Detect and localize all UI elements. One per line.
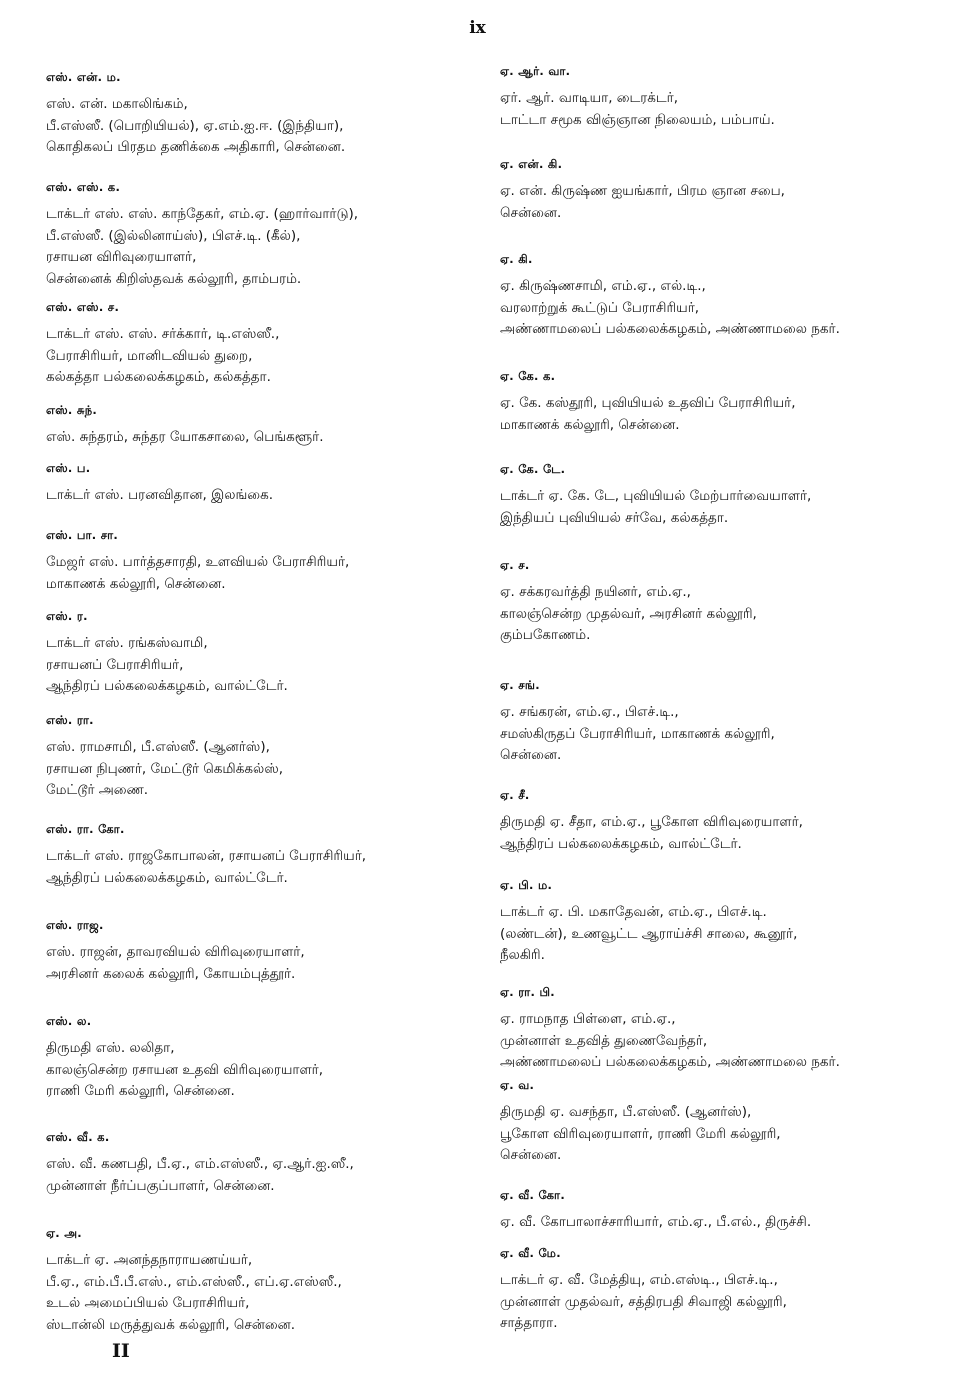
contributor-entry: [500, 788, 940, 855]
contributor-abbreviation: எஸ். ரா. கோ.: [46, 822, 125, 836]
contributor-line: ஏ. சங்கரன், எம்.ஏ., பிஎச்.டி.,: [500, 704, 679, 720]
contributor-entry: [46, 528, 478, 595]
contributor-line: டாக்டர் எஸ். ரங்கஸ்வாமி,: [46, 635, 208, 651]
contributor-entry: [46, 461, 478, 507]
contributor-line: அரசினர் கலைக் கல்லூரி, கோயம்புத்தூர்.: [46, 965, 296, 982]
contributor-line: டாக்டர் எஸ். எஸ். காந்தேகர், எம்.ஏ. (ஹார்வார்டு),: [46, 206, 359, 222]
contributor-entry: [46, 1130, 478, 1197]
contributor-line: காலஞ்சென்ற ரசாயன உதவி விரிவுரையாளர்,: [46, 1061, 324, 1078]
contributor-abbreviation: எஸ். வீ. க.: [46, 1130, 110, 1144]
contributor-abbreviation: எஸ். ரா.: [46, 713, 94, 727]
contributor-line: சமஸ்கிருதப் பேராசிரியர், மாகாணக் கல்லூரி,: [500, 725, 775, 742]
contributor-line: ஆந்திரப் பல்கலைக்கழகம், வால்ட்டேர்.: [500, 835, 742, 852]
contributor-abbreviation: எஸ். எஸ். ச.: [46, 300, 120, 314]
contributor-abbreviation: எஸ். ர.: [46, 609, 88, 623]
contributor-line: டாக்டர் ஏ. வீ. மேத்தியு, எம்.எஸ்டி., பிஎச்.டி.,: [500, 1272, 778, 1288]
contributor-line: கும்பகோணம்.: [500, 627, 591, 643]
contributor-abbreviation: ஏ. கே. க.: [500, 369, 556, 383]
contributor-entry: [500, 678, 940, 767]
contributor-line: இந்தியப் புவியியல் சர்வே, கல்கத்தா.: [500, 509, 729, 526]
contributor-line: காலஞ்சென்ற முதல்வர், அரசினர் கல்லூரி,: [500, 605, 757, 622]
contributor-abbreviation: ஏ. சீ.: [500, 788, 530, 802]
contributor-entry: [500, 1246, 940, 1335]
contributor-line: ஏ. வீ. கோபாலாச்சாரியார், எம்.ஏ., பீ.எல்., திருச்சி.: [500, 1214, 812, 1230]
contributor-line: ரசாயன விரிவுரையாளர்,: [46, 249, 197, 265]
contributor-abbreviation: எஸ். ல.: [46, 1014, 92, 1028]
contributor-line: மாகாணக் கல்லூரி, சென்னை.: [46, 575, 226, 592]
contributor-line: டாக்டர் எஸ். பரனவிதான, இலங்கை.: [46, 487, 273, 503]
page-number: ix: [469, 18, 486, 38]
contributor-line: உடல் அமைப்பியல் பேராசிரியர்,: [46, 1295, 250, 1311]
contributor-entry: [46, 403, 478, 449]
contributor-line: எஸ். வீ. கணபதி, பீ.ஏ., எம்.எஸ்ஸீ., ஏ.ஆர்.ஐ.ஸீ.,: [46, 1156, 354, 1172]
contributor-line: திருமதி எஸ். லலிதா,: [46, 1040, 175, 1056]
contributor-line: ஸ்டான்லி மருத்துவக் கல்லூரி, சென்னை.: [46, 1316, 296, 1333]
contributor-abbreviation: ஏ. வீ. கோ.: [500, 1188, 565, 1202]
contributor-abbreviation: எஸ். என். ம.: [46, 70, 121, 84]
contributor-line: எஸ். என். மகாலிங்கம்,: [46, 96, 188, 112]
contributor-abbreviation: ஏ. கி.: [500, 252, 533, 266]
contributor-abbreviation: எஸ். பா. சா.: [46, 528, 119, 542]
contributor-entry: [500, 252, 940, 341]
contributor-entry: [46, 300, 478, 389]
contributor-entry: [46, 713, 478, 802]
contributor-line: முன்னாள் உதவித் துணைவேந்தர்,: [500, 1032, 708, 1049]
contributor-line: ஏ. சக்கரவர்த்தி நயினர், எம்.ஏ.,: [500, 584, 691, 600]
contributor-abbreviation: ஏ. சங்.: [500, 678, 540, 692]
contributor-line: அண்ணாமலைப் பல்கலைக்கழகம், அண்ணாமலை நகர்.: [500, 321, 840, 337]
contributor-entry: [46, 1014, 478, 1103]
contributor-line: கல்கத்தா பல்கலைக்கழகம், கல்கத்தா.: [46, 369, 271, 385]
contributor-line: ஆந்திரப் பல்கலைக்கழகம், வால்ட்டேர்.: [46, 869, 288, 886]
contributor-entry: [500, 157, 940, 224]
contributor-line: சாத்தாரா.: [500, 1315, 558, 1331]
contributor-line: பீ.ஏ., எம்.பீ.பீ.எஸ்., எம்.எஸ்ஸீ., எப்.ஏ.எஸ்ஸீ.,: [46, 1273, 342, 1290]
contributor-entry: [46, 822, 478, 889]
contributor-line: ஏ. என். கிருஷ்ண ஐயங்கார், பிரம ஞான சபை,: [500, 183, 785, 199]
contributor-entry: [46, 609, 478, 698]
contributor-entry: [500, 1078, 940, 1167]
contributor-abbreviation: எஸ். எஸ். க.: [46, 180, 121, 194]
contributor-line: ஆந்திரப் பல்கலைக்கழகம், வால்ட்டேர்.: [46, 678, 288, 694]
contributor-line: பீ.எஸ்ஸீ. (இல்லினாய்ஸ்), பிஎச்.டி. (கீல்),: [46, 227, 301, 244]
contributor-abbreviation: ஏ. ச.: [500, 558, 530, 572]
contributor-line: எஸ். ராமசாமி, பீ.எஸ்ஸீ. (ஆனர்ஸ்),: [46, 739, 270, 755]
contributor-line: சென்னை.: [500, 204, 562, 221]
contributor-line: டாக்டர் எஸ். எஸ். சர்க்கார், டி.எஸ்ஸீ.,: [46, 326, 280, 342]
contributor-line: வரலாற்றுக் கூட்டுப் பேராசிரியர்,: [500, 299, 700, 316]
contributor-entry: [46, 918, 478, 985]
contributor-abbreviation: எஸ். ப.: [46, 461, 91, 475]
contributor-abbreviation: ஏ. என். கி.: [500, 157, 563, 171]
contributor-line: எஸ். ராஜன், தாவரவியல் விரிவுரையாளர்,: [46, 944, 305, 960]
contributor-line: சென்னை.: [500, 747, 562, 763]
contributor-line: (லண்டன்), உணவூட்ட ஆராய்ச்சி சாலை, கூனூர்,: [500, 925, 798, 942]
contributor-abbreviation: எஸ். ராஜ.: [46, 918, 104, 932]
contributor-line: மேஜர் எஸ். பார்த்தசாரதி, உளவியல் பேராசிரியர்,: [46, 554, 350, 570]
contributor-abbreviation: ஏ. கே. டே.: [500, 462, 566, 476]
contributor-line: பூகோள விரிவுரையாளர், ராணி மேரி கல்லூரி,: [500, 1125, 781, 1142]
contributor-line: திருமதி ஏ. சீதா, எம்.ஏ., பூகோள விரிவுரையாளர்,: [500, 814, 803, 830]
contributor-line: டாக்டர் எஸ். ராஜகோபாலன், ரசாயனப் பேராசிரியர்,: [46, 848, 367, 864]
contributor-abbreviation: ஏ. வ.: [500, 1078, 535, 1092]
contributor-abbreviation: ஏ. வீ. மே.: [500, 1246, 561, 1260]
contributor-line: முன்னாள் முதல்வர், சத்திரபதி சிவாஜி கல்லூரி,: [500, 1293, 787, 1310]
contributor-line: திருமதி ஏ. வசந்தா, பீ.எஸ்ஸீ. (ஆனர்ஸ்),: [500, 1104, 752, 1120]
contributor-entry: [500, 878, 940, 967]
contributor-line: பீ.எஸ்ஸீ. (பொறியியல்), ஏ.எம்.ஐ.ஈ. (இந்தியா),: [46, 117, 344, 134]
contributor-line: டாக்டர் ஏ. கே. டே, புவியியல் மேற்பார்வையாளர்,: [500, 488, 812, 504]
contributor-line: கொதிகலப் பிரதம தணிக்கை அதிகாரி, சென்னை.: [46, 139, 346, 155]
contributor-abbreviation: எஸ். சுந்.: [46, 403, 98, 417]
contributor-line: பேராசிரியர், மானிடவியல் துறை,: [46, 347, 253, 364]
contributor-line: அண்ணாமலைப் பல்கலைக்கழகம், அண்ணாமலை நகர்.: [500, 1054, 840, 1070]
contributor-line: மாகாணக் கல்லூரி, சென்னை.: [500, 416, 680, 433]
contributor-entry: [500, 1188, 940, 1234]
contributor-line: ரசாயனப் பேராசிரியர்,: [46, 656, 184, 673]
contributor-line: ராணி மேரி கல்லூரி, சென்னை.: [46, 1083, 235, 1099]
contributor-entry: [500, 462, 940, 529]
contributor-entry: [46, 1226, 478, 1336]
contributor-line: டாக்டர் ஏ. பி. மகாதேவன், எம்.ஏ., பிஎச்.டி.: [500, 904, 767, 920]
contributor-line: ஏ. கிருஷ்ணசாமி, எம்.ஏ., எல்.டி.,: [500, 278, 706, 294]
contributor-line: டாக்டர் ஏ. அனந்தநாராயணய்யர்,: [46, 1252, 253, 1268]
contributor-line: எஸ். சுந்தரம், சுந்தர யோகசாலை, பெங்களூர்.: [46, 429, 324, 445]
contributor-line: முன்னாள் நீர்ப்பகுப்பாளர், சென்னை.: [46, 1177, 275, 1194]
contributor-line: ரசாயன நிபுணர், மேட்டூர் கெமிக்கல்ஸ்,: [46, 760, 283, 777]
contributor-entry: [500, 558, 940, 647]
contributor-entry: [500, 369, 940, 436]
contributor-abbreviation: ஏ. அ.: [46, 1226, 82, 1240]
contributor-entry: [46, 180, 478, 290]
contributor-line: டாட்டா சமூக விஞ்ஞான நிலையம், பம்பாய்.: [500, 111, 775, 128]
contributor-entry: [46, 70, 478, 159]
contributor-abbreviation: ஏ. ரா. பி.: [500, 985, 555, 999]
contributor-line: ஏ. ராமநாத பிள்ளை, எம்.ஏ.,: [500, 1011, 676, 1027]
contributor-abbreviation: ஏ. பி. ம.: [500, 878, 553, 892]
contributor-entry: [500, 64, 940, 131]
contributor-line: சென்னைக் கிறிஸ்தவக் கல்லூரி, தாம்பரம்.: [46, 270, 302, 287]
contributor-entry: [500, 985, 940, 1074]
contributor-line: சென்னை.: [500, 1147, 562, 1163]
contributor-line: ஏர். ஆர். வாடியா, டைரக்டர்,: [500, 90, 678, 106]
contributor-line: நீலகிரி.: [500, 947, 545, 963]
contributor-line: மேட்டூர் அணை.: [46, 782, 149, 798]
signature-mark: II: [112, 1340, 130, 1362]
contributor-line: ஏ. கே. கஸ்தூரி, புவியியல் உதவிப் பேராசிரியர்,: [500, 395, 796, 411]
contributor-abbreviation: ஏ. ஆர். வா.: [500, 64, 571, 78]
